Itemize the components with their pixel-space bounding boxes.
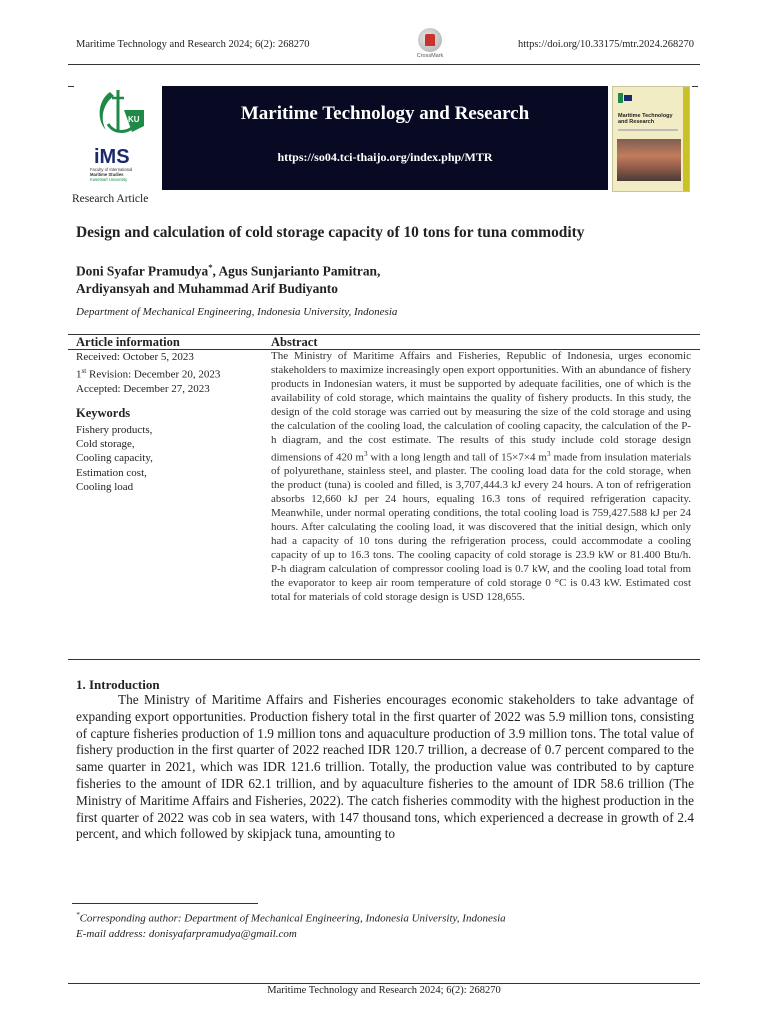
article-dates — [76, 350, 220, 396]
header-rule — [68, 64, 700, 65]
journal-cover-thumbnail — [612, 86, 690, 192]
running-footer: Maritime Technology and Research 2024; 6(2): 268270 — [267, 985, 501, 996]
keywords-list — [76, 423, 153, 494]
keyword-item: Cooling load — [76, 480, 134, 493]
received-date: Received: October 5, 2023 — [76, 351, 194, 363]
cover-subtitle-rule — [618, 129, 678, 131]
revision-date: 1st Revision: December 20, 2023 — [76, 367, 221, 381]
ims-logo — [88, 86, 152, 190]
cover-stripe — [683, 87, 689, 191]
corner-tick-left — [68, 86, 74, 87]
keyword-item: Estimation cost, — [76, 466, 147, 479]
keyword-item: Cold storage, — [76, 438, 135, 451]
accepted-date: Accepted: December 27, 2023 — [76, 382, 210, 395]
crossmark-label: CrossMark — [416, 53, 444, 59]
footnote-rule — [72, 903, 258, 904]
abstract-text: The Ministry of Maritime Affairs and Fisheries, Republic of Indonesia, urges economic stakeholders to maximize increasingly open export opportunities. With an abundance of fishery products in Indonesian waters, it must be supported by adequate facilities, one of which is the availability of cold storage, which maintains the quality of fishery products. In this study, the design of the cold storage was carried out by measuring the size of the cold storage and using the calculation of the cooling load, the calculation of cooling capacity, the calculation of the P-h diagram, and the cost estimate. The results of this study include cold storage design dimensions of 420 $m^3$ with a long length and tall of 15×7×4 $m^3$ made from insulation materials of polyurethane, stainless steel, and plaster. The cooling load data for the cold storage, when the product (tuna) is cooled and filled, is 3,707,444.3 kJ every 24 hours. A ton of refrigeration absorbs 12,660 kJ per 24 hours, equaling 16.3 tons of required refrigeration capacity. Meanwhile, under normal operating conditions, the total cooling load is 759,427.588 kJ per 24 hours. After calculating the cooling load, it was discovered that the initial design, which only had a capacity of 10 tons during the refrigeration process, could accommodate a cooling capacity of up to 16.3 tons. The cooling capacity of cold storage is 23.9 kW or 81.400 Btu/h. P-h diagram calculation of compressor cooling load is 0.7 kW, and the cooling load total from the evaporator to keep air room temperature of cold storage 0 °C is 0.43 kW. Estimated cost total for materials of cold storage design is USD 128,655. — [271, 350, 691, 603]
svg-text:Maritime Studies: Maritime Studies — [90, 172, 124, 177]
corresponding-mark: * — [208, 262, 213, 272]
abstract-heading: Abstract — [271, 335, 318, 349]
corner-tick-right — [692, 86, 698, 87]
svg-text:iMS: iMS — [94, 146, 130, 168]
introduction-text: The Ministry of Maritime Affairs and Fisheries encourages economic stakeholders to take advantage of expanding export opportunities. Production fishery total in the first quarter of 2022 was 5.9 million tons, consisting of capture fisheries production of 1.9 million tons and aquaculture production of 3.9 million tons. The total value of fishery production in the first quarter of 2022 reached IDR 120.7 trillion, a decrease of 0.7 percent compared to the same quarter in 2021, which was IDR 121.6 trillion. Totally, the production value was contributed to by capture fisheries to the amount of IDR 62.1 trillion, and by aquaculture fisheries to the amount of IDR 58.6 trillion (The Ministry of Maritime Affairs and Fisheries, 2022). The catch fisheries commodity with the highest production in the first quarter of 2022 was cob in sea waters, with 147 thousand tons, which experienced a decrease in growth of 2.4 percent, and which followed by skipjack tuna, amounting to — [76, 692, 694, 842]
svg-text:Kasetsart University: Kasetsart University — [90, 177, 128, 182]
journal-title: Maritime Technology and Research — [240, 103, 530, 124]
crossmark-icon — [418, 28, 442, 52]
author-email: E-mail address: donisyafarpramudya@gmail.com — [76, 927, 297, 940]
journal-banner — [162, 86, 608, 190]
introduction-heading: 1. Introduction — [76, 677, 160, 692]
doi-link[interactable]: https://doi.org/10.33175/mtr.2024.268270 — [518, 39, 694, 50]
author-list: Doni Syafar Pramudya*, Agus Sunjarianto Pamitran, Ardiyansyah and Muhammad Arif Budiyanto — [76, 262, 381, 296]
crossmark-badge[interactable] — [414, 28, 446, 59]
svg-text:KU: KU — [128, 115, 140, 124]
journal-url[interactable]: https://so04.tci-thaijo.org/index.php/MTR — [277, 150, 493, 164]
table-rule-bottom — [68, 659, 700, 660]
keywords-heading: Keywords — [76, 406, 131, 420]
corresponding-author-note: *Corresponding author: Department of Mechanical Engineering, Indonesia University, Indonesia — [76, 911, 506, 925]
footnote — [76, 908, 506, 942]
article-info-heading: Article information — [76, 335, 180, 349]
ims-logo-icon — [88, 86, 152, 190]
footer-rule — [68, 983, 700, 984]
article-type: Research Article — [72, 193, 149, 205]
keyword-item: Cooling capacity, — [76, 452, 153, 465]
article-title: Design and calculation of cold storage capacity of 10 tons for tuna commodity — [76, 224, 585, 241]
cover-title: Maritime Technology and Research — [618, 113, 673, 126]
cover-logo-icon — [618, 93, 632, 103]
affiliation: Department of Mechanical Engineering, Indonesia University, Indonesia — [76, 306, 398, 318]
running-header-left: Maritime Technology and Research 2024; 6(2): 268270 — [76, 39, 310, 50]
cover-photo — [617, 139, 681, 181]
keyword-item: Fishery products, — [76, 424, 153, 436]
svg-text:Faculty of International: Faculty of International — [90, 167, 133, 172]
